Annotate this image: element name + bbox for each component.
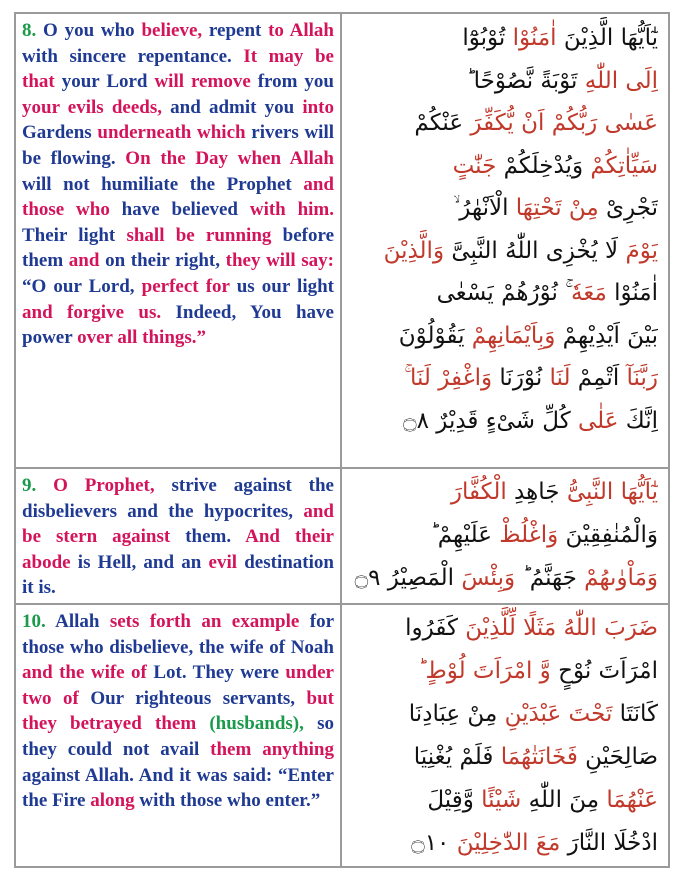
arabic-segment: بَيْنَ اَيْدِيْهِمْ <box>555 322 658 349</box>
arabic-segment: اِنَّكَ <box>618 407 658 434</box>
arabic-segment: الْكُفَّارَ <box>450 479 507 505</box>
arabic-segment: الْاَنْهٰرُ ۙ <box>453 195 516 221</box>
arabic-text <box>344 14 668 467</box>
arabic-segment: وَّقِيْلَ <box>427 787 482 813</box>
arabic-segment: كُلِّ شَىْءٍ قَدِيْرٌ ۝٨ <box>403 407 578 434</box>
arabic-segment: وَيُدْخِلَكُمْ <box>496 152 591 179</box>
arabic-segment: مَعَ الدّٰخِلِيْنَ <box>456 830 561 856</box>
translation-segment: so they could not avail <box>22 713 334 760</box>
arabic-segment: وَمَاْوٰىهُمْ <box>584 565 658 591</box>
translation-segment: O Prophet, <box>36 475 172 496</box>
arabic-segment: كَفَرُوا <box>405 615 458 641</box>
translation-segment: will remove <box>154 71 251 93</box>
arabic-segment: رَبَّنَآ <box>619 365 658 391</box>
arabic-segment: عَنْهُمَا <box>606 787 658 813</box>
translation-segment: strive against the disbelievers <box>22 475 334 522</box>
translation-segment: under two of <box>22 662 334 709</box>
translation-segment: rivers will be flowing. <box>22 122 334 169</box>
english-translation <box>16 14 342 467</box>
arabic-segment: مَعَهٗ <box>571 280 607 306</box>
arabic-line <box>352 693 658 736</box>
arabic-segment: يٰٓاَيُّهَا الَّذِيْنَ <box>556 25 658 51</box>
arabic-text <box>344 469 668 603</box>
translation-segment: Their light <box>22 224 127 246</box>
arabic-segment: كَانَتَا <box>612 701 658 727</box>
arabic-line <box>352 102 658 145</box>
translation-segment: and <box>68 250 100 272</box>
arabic-segment: وَبِئْسَ <box>461 565 516 591</box>
translation-segment: will not humiliate the Prophet <box>22 173 304 195</box>
translation-segment: Gardens <box>22 122 98 144</box>
arabic-line <box>352 822 658 865</box>
arabic-segment: نُوْرَنَا <box>492 365 550 391</box>
arabic-line <box>352 607 658 650</box>
translation-segment: with those who enter.” <box>134 790 321 812</box>
arabic-segment: شَيْئًا <box>481 787 522 813</box>
arabic-segment: مِنَ اللّٰهِ <box>521 787 607 813</box>
arabic-segment: عَلٰى <box>577 407 619 434</box>
translation-segment: them anything <box>210 738 334 760</box>
translation-segment: and the wife of <box>22 662 147 684</box>
arabic-segment: تَجْرِىْ <box>598 195 658 221</box>
translation-segment: sets forth an example <box>109 611 300 632</box>
translation-segment: over all things.” <box>77 327 207 349</box>
arabic-segment: اٰمَنُوْا <box>512 25 557 51</box>
arabic-segment: ضَرَبَ اللّٰهُ مَثَلًا <box>515 615 658 641</box>
arabic-segment: يٰٓاَيُّهَا النَّبِىُّ <box>566 479 658 505</box>
translation-segment: is Hell, and an <box>70 551 209 573</box>
arabic-segment: لِّلَّذِيْنَ <box>457 615 516 641</box>
translation-segment: and admit you <box>162 96 303 118</box>
arabic-segment: ۝١٠ <box>411 830 457 856</box>
arabic-line <box>352 187 658 230</box>
translation-segment: with him. <box>249 199 334 221</box>
english-translation <box>16 605 342 866</box>
arabic-segment: وَّ امْرَاَتَ لُوْطٍ ؕ <box>418 658 551 684</box>
translation-segment: against Allah. And it was said: “Enter the Fire <box>22 764 334 812</box>
translation-segment: they will say: <box>225 250 335 272</box>
verse-number: 8. <box>22 20 37 41</box>
translation-segment: On the Day when Allah <box>125 147 334 169</box>
arabic-line <box>352 315 658 358</box>
arabic-segment: عَنْكُمْ <box>414 110 471 136</box>
arabic-text <box>344 605 668 866</box>
translation-segment: us our light <box>229 275 335 297</box>
arabic-segment: جَاهِدِ <box>506 479 567 505</box>
verse-row-9 <box>16 467 668 603</box>
arabic-segment: عَلَيْهِمْ ؕ <box>430 522 500 548</box>
translation-segment: Indeed, You have power <box>22 301 334 349</box>
verse-number: 10. <box>22 611 46 632</box>
arabic-line <box>352 557 658 600</box>
arabic-line <box>352 17 658 60</box>
arabic-line <box>352 60 658 103</box>
arabic-segment: مِنْ تَحْتِهَا <box>515 195 599 221</box>
arabic-line <box>352 650 658 693</box>
arabic-segment: وَالْمُنٰفِقِيْنَ <box>558 522 658 548</box>
translation-segment: destination it is. <box>22 551 334 599</box>
arabic-segment: لَنَا <box>549 365 571 391</box>
arabic-line <box>352 357 658 400</box>
translation-segment: underneath which <box>97 122 246 144</box>
translation-segment: and forgive us. <box>22 301 162 323</box>
arabic-segment: يَقُوْلُوْنَ <box>398 322 472 349</box>
translation-segment: on their right, <box>99 250 226 272</box>
translation-segment: and be stern against <box>22 500 334 548</box>
arabic-segment: جَنّٰتٍ <box>452 152 497 179</box>
arabic-line <box>352 400 658 443</box>
translation-segment: but they betrayed them <box>22 687 334 735</box>
arabic-segment: اَنْ يُّكَفِّرَ <box>470 110 545 136</box>
arabic-segment: تَوْبَةً نَّصُوْحًا ؕ <box>466 67 585 94</box>
translation-segment: your Lord <box>54 71 155 93</box>
translation-segment: along <box>90 790 135 812</box>
translation-segment: before them <box>22 224 335 272</box>
arabic-segment: وَاغْلُظْ <box>499 522 559 548</box>
arabic-segment: فَلَمْ يُغْنِيَا <box>413 744 501 770</box>
arabic-segment: ۚ نُوْرُهُمْ يَسْعٰى <box>436 280 572 306</box>
translation-segment: into <box>302 96 335 118</box>
translation-segment: Our righteous servants, <box>78 687 307 709</box>
arabic-segment: سَيِّاٰتِكُمْ <box>590 152 658 179</box>
arabic-segment: ادْخُلَا النَّارَ <box>560 830 658 856</box>
arabic-line <box>352 736 658 779</box>
translation-segment: And their abode <box>22 526 334 573</box>
arabic-segment: جَهَنَّمُ ؕ <box>515 565 585 591</box>
translation-segment: (husbands), <box>196 713 304 735</box>
translation-segment: to Allah <box>268 20 335 41</box>
translation-segment: from you <box>250 71 334 93</box>
arabic-line <box>352 272 658 315</box>
arabic-segment: تُوْبُوْٓا <box>462 25 513 51</box>
translation-segment: them. <box>170 526 246 548</box>
verse-row-10 <box>16 603 668 866</box>
translation-segment: “O our Lord, <box>22 275 142 297</box>
verse-number: 9. <box>22 475 37 496</box>
arabic-segment: وَاغْفِرْ لَنَا ۚ <box>404 365 493 391</box>
translation-segment: shall be running <box>126 224 272 246</box>
arabic-segment: عَسٰى رَبُّكُمْ <box>544 110 658 136</box>
translation-segment: and those who <box>22 173 334 221</box>
arabic-segment: الْمَصِيْرُ ۝٩ <box>354 565 462 591</box>
arabic-line <box>352 471 658 514</box>
arabic-segment: لَا يُخْزِى اللّٰهُ النَّبِىَّ <box>444 237 626 264</box>
arabic-segment: مِنْ عِبَادِنَا <box>408 701 505 727</box>
translation-segment: Allah <box>45 611 110 632</box>
arabic-segment: وَبِاَيْمَانِهِمْ <box>471 322 556 349</box>
arabic-line <box>352 230 658 273</box>
translation-segment: your evils deeds, <box>22 96 162 118</box>
arabic-segment: اِلَى اللّٰهِ <box>584 67 658 94</box>
translation-segment: for those who disbelieve, the wife of Noah <box>22 611 334 658</box>
translation-segment: O you who <box>36 20 142 41</box>
arabic-segment: امْرَاَتَ نُوْحٍ <box>550 658 658 684</box>
translation-segment: believe, <box>141 20 203 41</box>
arabic-segment: فَخَانَتٰهُمَا <box>500 744 578 770</box>
translation-segment: with sincere repentance. <box>22 45 244 67</box>
translation-segment: have believed <box>109 199 250 221</box>
arabic-line <box>352 779 658 822</box>
translation-segment: It may be that <box>22 45 334 93</box>
arabic-segment: اٰمَنُوْا <box>606 280 658 306</box>
verse-table <box>14 12 670 868</box>
arabic-segment: تَحْتَ عَبْدَيْنِ <box>504 701 613 727</box>
arabic-line <box>352 145 658 188</box>
translation-segment: Lot. They were <box>146 662 286 684</box>
translation-segment: perfect for <box>141 275 230 297</box>
translation-segment: and the hypocrites, <box>127 500 304 522</box>
verse-row-8 <box>16 14 668 467</box>
arabic-segment: وَالَّذِيْنَ <box>383 237 445 264</box>
arabic-line <box>352 514 658 557</box>
translation-segment: repent <box>202 20 269 41</box>
translation-segment: evil <box>208 551 238 573</box>
arabic-segment: صَالِحَيْنِ <box>577 744 658 770</box>
arabic-segment: اَتْمِمْ <box>570 365 620 391</box>
arabic-segment: يَوْمَ <box>625 237 658 264</box>
english-translation <box>16 469 342 603</box>
